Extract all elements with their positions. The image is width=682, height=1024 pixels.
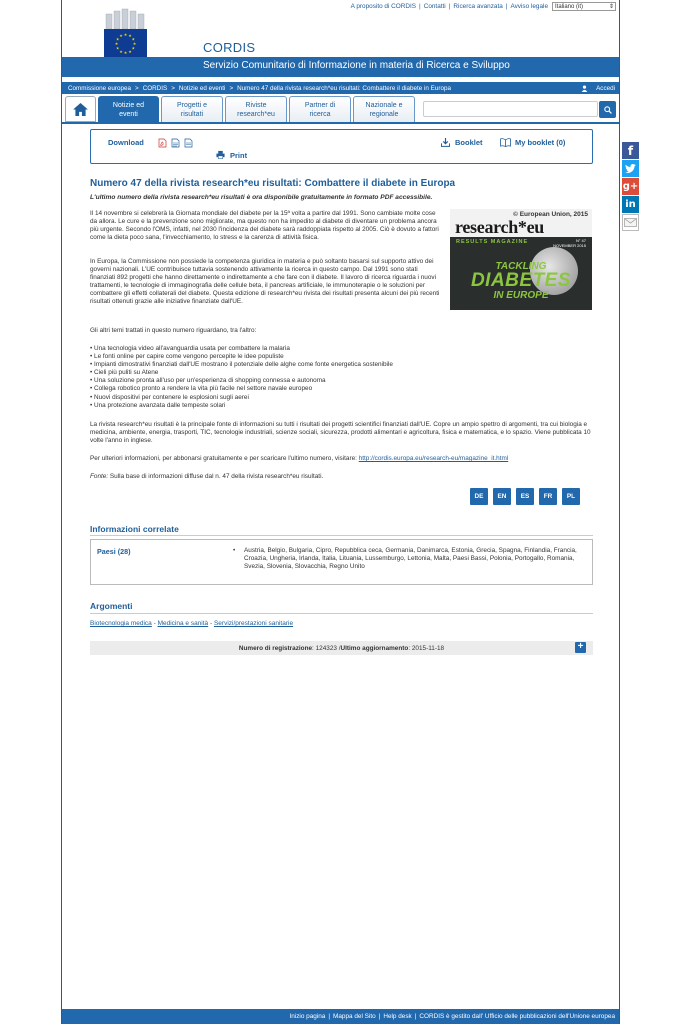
share-bar [622, 142, 640, 232]
topics-links: Biotecnologia medica - Medicina e sanità - Servizi/prestazioni sanitarie [90, 620, 294, 627]
login-link[interactable]: Accedi [581, 82, 615, 94]
article-paragraph-4: La rivista research*eu risultati è la principale fonte di informazioni su tutti i risultati dei progetti scientifici finanziati dall'UE. Copre un ampio spettro di argomenti, tra cui biologia e medicina, ambiente, energia, trasporti, TIC, tecnologie industriali, scienze sociali, sicurezza, prodotti alimentari e agricoltura, fisica e matematica, e lo spazio. Viene pubblicata 10 volte l'anno in inglese. [90, 421, 591, 445]
home-icon [73, 103, 88, 116]
list-item: • Nuovi dispositivi per contenere le esplosioni sugli aerei [90, 393, 249, 401]
cover-head-2: DIABETES [470, 270, 572, 291]
user-icon [581, 85, 588, 92]
cover-head-3: IN EUROPE [493, 290, 549, 301]
expand-plus-button[interactable]: + [575, 642, 586, 653]
list-item: • Una tecnologia video all'avanguardia usata per combattere la malaria [90, 345, 290, 352]
tab-projects-results[interactable]: Progetti e risultati [161, 96, 223, 122]
topic-link[interactable]: Servizi/prestazioni sanitarie [213, 620, 294, 627]
svg-text:★: ★ [115, 45, 120, 51]
reg-label: Numero di registrazione [238, 644, 313, 652]
advanced-search-link[interactable]: Ricerca avanzata [453, 3, 503, 10]
facebook-icon[interactable]: f [622, 142, 639, 159]
magazine-link[interactable]: http://cordis.europa.eu/research-eu/magazine_it.html [358, 455, 509, 462]
print-button[interactable]: Print [230, 151, 248, 160]
countries-box [90, 539, 593, 585]
tab-national-regional[interactable]: Nazionale e regionale [353, 96, 415, 122]
topics-list [90, 345, 393, 410]
footer-helpdesk-link[interactable]: Help desk [383, 1013, 412, 1020]
legal-notice-link[interactable]: Avviso legale [510, 3, 548, 10]
site-title[interactable]: CORDIS [203, 40, 256, 55]
related-heading: Informazioni correlate [90, 524, 179, 534]
divider [90, 613, 593, 614]
list-item: • Cieli più puliti su Atene [90, 369, 159, 377]
topic-link[interactable]: Biotecnologia medica [90, 620, 152, 627]
lang-fr-button[interactable]: FR [539, 488, 557, 505]
svg-text:★: ★ [131, 45, 136, 51]
list-item: • Una protezione avanzata dalle tempeste solari [90, 401, 226, 409]
main-nav [62, 96, 619, 123]
reg-value: : 124323 / [312, 644, 341, 652]
search-input[interactable] [423, 101, 598, 117]
list-item: • Collega robotico pronto a rendere la vita più facile nel settore navale europeo [90, 385, 313, 393]
google-plus-icon[interactable]: g+ [622, 178, 639, 195]
article-source: Fonte: Sulla base di informazioni diffuse dal n. 47 della rivista research*eu risultati. [90, 473, 324, 480]
footer-sitemap-link[interactable]: Mappa del Sito [333, 1013, 376, 1020]
email-icon[interactable] [622, 214, 639, 231]
topics-heading: Argomenti [90, 601, 133, 611]
svg-text:★: ★ [128, 33, 132, 39]
record-info-bar [90, 641, 593, 655]
countries-label: Paesi (28) [97, 547, 131, 556]
divider [90, 535, 593, 536]
download-booklet-icon[interactable] [441, 138, 450, 147]
svg-text:★: ★ [119, 48, 123, 54]
contacts-link[interactable]: Contatti [423, 3, 446, 10]
breadcrumb-item[interactable]: CORDIS [142, 84, 168, 92]
cover-subtitle: RESULTS MAGAZINE [456, 239, 529, 245]
cover-copyright: © European Union, 2015 [513, 211, 588, 218]
article-lead: L'ultimo numero della rivista research*eu risultati è ora disponibile gratuitamente in formato PDF accessibile. [90, 194, 433, 201]
cover-head-1: TACKLING [495, 261, 547, 272]
svg-text:★: ★ [123, 50, 128, 55]
article-paragraph-2: In Europa, la Commissione non possiede la competenza giuridica in materia e può soltanto basarsi sul supporto attivo dei governi nazionali. L'UE contribuisce tuttavia sostenendo attivamente la ricerca in questo campo. Dal 1991 sono stati finanziati 892 progetti che hanno direttamente o indirettamente a che fare con il diabete. Il lavoro di ricerca riguarda i nuovi trattamenti, le tecnologie di immaginografia delle cellule beta, il pancreas artificiale, le immunoterapie o le soluzioni per combattere gli effetti collaterali del diabete. Questa edizione di research*eu rivista dei risultati presenta alcuni dei più recenti risultati ottenuti grazie alle iniziative finanziate dall'UE. [90, 258, 440, 306]
article-toolbox [90, 129, 593, 164]
download-label: Download [108, 138, 144, 147]
footer-publisher-link[interactable]: CORDIS è gestito dall' Ufficio delle pubblicazioni dell'Unione europea [419, 1013, 615, 1020]
topic-link[interactable]: Medicina e sanità [157, 620, 209, 627]
breadcrumb: Commissione europea > CORDIS > Notizie ed eventi > Numero 47 della rivista research*eu risultati: Combattere il diabete in Europa Accedi [62, 82, 619, 94]
list-item: • Impianti dimostrativi finanziati dall'UE mostrano il potenziale delle alghe come fonte energetica sostenibile [90, 361, 393, 369]
cover-date: NOVEMBER 2015 [553, 243, 586, 248]
cover-title: research*eu [455, 217, 545, 237]
eu-flag-icon [104, 29, 147, 58]
svg-text:★: ★ [114, 41, 119, 46]
site-subtitle: Servizio Comunitario di Informazione in materia di Ricerca e Sviluppo [203, 60, 510, 71]
list-item: • Le fonti online per capire come vengono percepite le idee populiste [90, 353, 284, 361]
linkedin-icon[interactable]: in [622, 196, 639, 213]
twitter-icon[interactable] [622, 160, 639, 177]
open-book-icon[interactable] [500, 138, 511, 147]
lang-de-button[interactable]: DE [470, 488, 488, 505]
breadcrumb-item[interactable]: Notizie ed eventi [178, 84, 226, 92]
my-booklet-button[interactable]: My booklet (0) [515, 138, 566, 147]
language-select[interactable] [552, 2, 616, 11]
svg-text:★: ★ [123, 32, 128, 37]
tab-magazines[interactable]: Riviste research*eu [225, 96, 287, 122]
home-button[interactable] [65, 96, 96, 122]
update-label: Ultimo aggiornamento [340, 644, 409, 652]
tab-research-partners[interactable]: Partner di ricerca [289, 96, 351, 122]
nav-underline [62, 122, 619, 124]
breadcrumb-item[interactable]: Commissione europea [68, 84, 131, 92]
xml-icon[interactable] [184, 138, 193, 148]
list-item: • Una soluzione pronta all'uso per un'esperienza di shopping connessa e autonoma [90, 377, 326, 385]
search-button[interactable] [599, 101, 616, 118]
lang-en-button[interactable]: EN [493, 488, 511, 505]
countries-list: • Austria, Belgio, Bulgaria, Cipro, Repubblica ceca, Germania, Danimarca, Estonia, Grecia, Spagna, Finlandia, Francia, Croazia, Ungheria, Irlanda, Italia, Lituania, Lussemburgo, Lettonia, Malta, Paesi Bassi, Polonia, Portogallo, Romania, Svezia, Slovenia, Slovacchia, Regno Unito [233, 547, 577, 571]
svg-text:★: ★ [132, 41, 137, 46]
article-paragraph-3: Gli altri temi trattati in questo numero riguardano, tra l'altro: [90, 327, 257, 334]
lang-pl-button[interactable]: PL [562, 488, 580, 505]
top-links: A proposito di CORDIS | Contatti | Ricerca avanzata | Avviso legale Italiano (it) ⇕ [350, 3, 614, 10]
article-title: Numero 47 della rivista research*eu risultati: Combattere il diabete in Europa [90, 178, 456, 189]
select-arrows-icon: ⇕ [608, 4, 614, 10]
page-frame [61, 0, 620, 1024]
language-value: Italiano (it) [555, 3, 584, 10]
footer: Inizio pagina | Mappa del Sito | Help desk | CORDIS è gestito dall' Ufficio delle pubblicazioni dell'Unione europea [62, 1009, 619, 1024]
article-paragraph-5: Per ulteriori informazioni, per abbonarsi gratuitamente e per scaricare l'ultimo numero, visitare: http://cordis.europa.eu/research-eu/magazine_it.html [90, 455, 509, 462]
rtf-icon[interactable] [171, 138, 180, 148]
update-value: : 2015-11-18 [408, 644, 445, 652]
printer-icon[interactable] [216, 150, 225, 159]
about-link[interactable]: A proposito di CORDIS [350, 3, 417, 10]
svg-text:★: ★ [119, 33, 123, 39]
search-icon [604, 106, 612, 114]
footer-top-link[interactable]: Inizio pagina [289, 1013, 326, 1020]
tab-news-events[interactable]: Notizie ed eventi [98, 96, 159, 122]
lang-es-button[interactable]: ES [516, 488, 534, 505]
pdf-icon[interactable] [158, 138, 167, 148]
language-buttons [470, 488, 580, 505]
breadcrumb-current: Numero 47 della rivista research*eu risultati: Combattere il diabete in Europa [237, 84, 451, 92]
svg-text:★: ★ [131, 36, 136, 42]
booklet-button[interactable]: Booklet [455, 138, 483, 147]
svg-text:★: ★ [115, 36, 120, 42]
svg-text:★: ★ [128, 48, 132, 54]
article-paragraph-1: Il 14 novembre si celebrerà la Giornata mondiale del diabete per la 15ª volta a partire dal 1991. Sono cambiate molte cose da allora. Le cure e la prevenzione sono migliorate, ma questo non ha impedito al diabete di diventare un problema ancora più urgente. Secondo l'OMS, infatti, nel 2030 l'incidenza del diabete sarà raddoppiata rispetto al 2005. Ciò è dovuto a fattori come la dieta poco sana, l'invecchiamento, lo stress e la carenza di attività fisica. [90, 210, 439, 242]
magazine-cover-image[interactable] [450, 209, 592, 310]
cover-issue: N° 47 [575, 238, 586, 243]
